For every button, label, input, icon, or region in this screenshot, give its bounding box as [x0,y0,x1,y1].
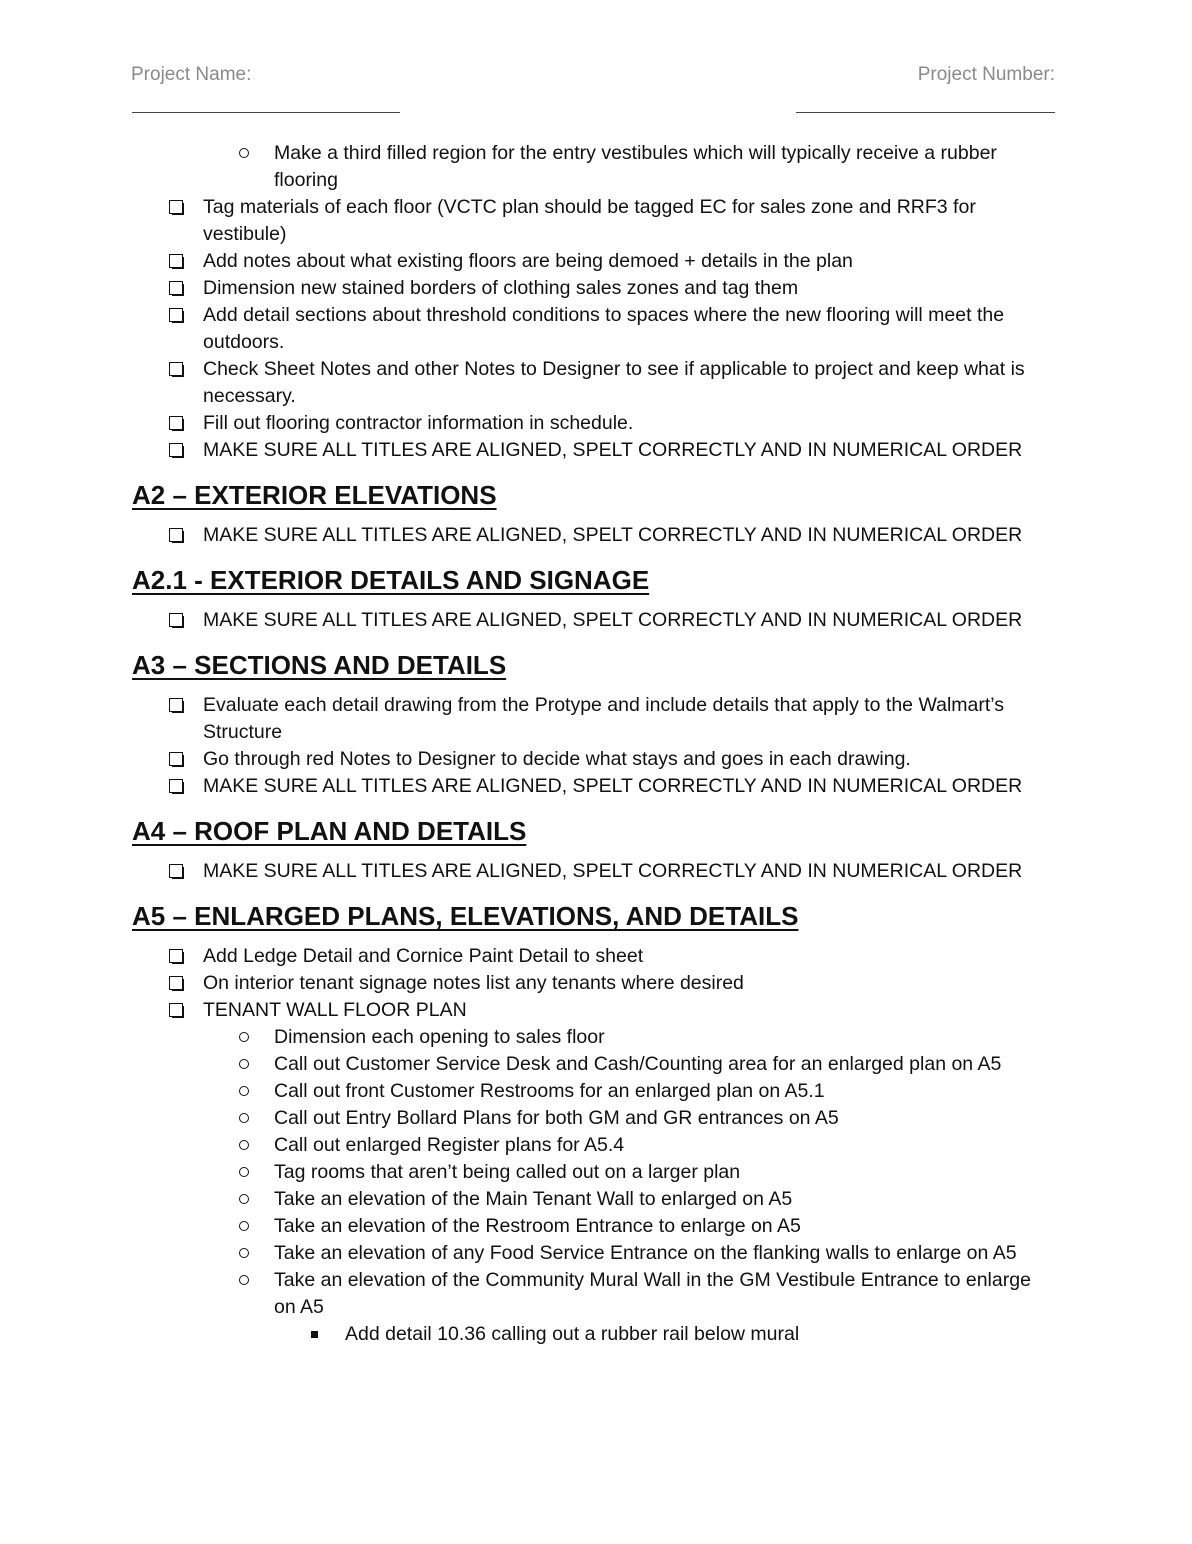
spacer [0,800,1192,815]
spacer [0,596,1192,607]
section-heading: A2.1 - EXTERIOR DETAILS AND SIGNAGE [132,565,650,595]
item-text: Take an elevation of any Food Service Entrance on the flanking walls to enlarge on A5 [274,1242,1017,1264]
item-text: Take an elevation of the Community Mural Wall in the GM Vestibule Entrance to enlarge on A5 [274,1269,1031,1318]
checkbox-icon[interactable] [169,976,183,990]
item-text: Tag materials of each floor (VCTC plan should be tagged EC for sales zone and RRF3 for vestibule) [203,196,976,245]
checkbox-icon[interactable] [169,443,183,457]
item-text: MAKE SURE ALL TITLES ARE ALIGNED, SPELT CORRECTLY AND IN NUMERICAL ORDER [203,609,1023,631]
section-heading: A3 – SECTIONS AND DETAILS [132,650,507,680]
project-number-line [796,112,1055,113]
checkbox-icon[interactable] [169,779,183,793]
section-heading: A4 – ROOF PLAN AND DETAILS [132,816,527,846]
checkbox-icon[interactable] [169,281,183,295]
sub-item [0,1213,1192,1240]
checkbox-icon[interactable] [169,613,183,627]
item-text: Add Ledge Detail and Cornice Paint Detail to sheet [203,945,644,967]
checklist-item [0,437,1192,464]
item-text: Go through red Notes to Designer to decide what stays and goes in each drawing. [203,748,911,770]
spacer [0,511,1192,522]
sub-item [0,1132,1192,1159]
checklist-item [0,746,1192,773]
item-text: Call out Entry Bollard Plans for both GM and GR entrances on A5 [274,1107,839,1129]
section-heading: A5 – ENLARGED PLANS, ELEVATIONS, AND DETAILS [132,901,799,931]
checklist-item [0,943,1192,970]
sub-item [0,1240,1192,1267]
sub-item [0,1159,1192,1186]
item-text: Check Sheet Notes and other Notes to Designer to see if applicable to project and keep what is necessary. [203,358,1025,407]
sub-sub-item [0,1321,1192,1348]
hollow-circle-bullet-icon [239,1059,249,1069]
item-text: MAKE SURE ALL TITLES ARE ALIGNED, SPELT CORRECTLY AND IN NUMERICAL ORDER [203,860,1023,882]
checkbox-icon[interactable] [169,698,183,712]
hollow-circle-bullet-icon [239,1275,249,1285]
checklist-item [0,410,1192,437]
spacer [0,549,1192,564]
checklist-item [0,302,1192,356]
item-text: Make a third filled region for the entry vestibules which will typically receive a rubber flooring [274,142,997,191]
checklist-item [0,275,1192,302]
section-heading: A2 – EXTERIOR ELEVATIONS [132,480,497,510]
sub-item [0,1078,1192,1105]
checkbox-icon[interactable] [169,752,183,766]
checkbox-icon[interactable] [169,200,183,214]
sub-item [0,1051,1192,1078]
item-text: Add detail sections about threshold conditions to spaces where the new flooring will meet the outdoors. [203,304,1005,353]
hollow-circle-bullet-icon [239,1032,249,1042]
sub-item [0,1186,1192,1213]
checklist-item [0,970,1192,997]
item-text: Dimension new stained borders of clothing sales zones and tag them [203,277,799,299]
checklist-item [0,773,1192,800]
item-text: Call out Customer Service Desk and Cash/Counting area for an enlarged plan on A5 [274,1053,1002,1075]
checkbox-icon[interactable] [169,864,183,878]
hollow-circle-bullet-icon [239,1113,249,1123]
item-text: TENANT WALL FLOOR PLAN [203,999,467,1021]
item-text: Dimension each opening to sales floor [274,1026,605,1048]
checkbox-icon[interactable] [169,1003,183,1017]
checklist-item [0,858,1192,885]
sub-item [0,140,1192,194]
item-text: MAKE SURE ALL TITLES ARE ALIGNED, SPELT CORRECTLY AND IN NUMERICAL ORDER [203,439,1023,461]
item-text: Take an elevation of the Restroom Entrance to enlarge on A5 [274,1215,801,1237]
project-number-label: Project Number: [917,64,1055,85]
checkbox-icon[interactable] [169,308,183,322]
spacer [0,634,1192,649]
hollow-circle-bullet-icon [239,1167,249,1177]
checklist-content [0,140,1192,1348]
item-text: Add notes about what existing floors are being demoed + details in the plan [203,250,853,272]
item-text: Fill out flooring contractor information in schedule. [203,412,634,434]
spacer [0,681,1192,692]
item-text: Tag rooms that aren’t being called out on a larger plan [274,1161,741,1183]
checklist-item [0,194,1192,248]
spacer [0,885,1192,900]
checklist-item [0,522,1192,549]
hollow-circle-bullet-icon [239,1086,249,1096]
item-text: Call out front Customer Restrooms for an enlarged plan on A5.1 [274,1080,825,1102]
hollow-circle-bullet-icon [239,1194,249,1204]
item-text: Call out enlarged Register plans for A5.4 [274,1134,625,1156]
item-text: On interior tenant signage notes list any tenants where desired [203,972,744,994]
spacer [0,932,1192,943]
spacer [0,464,1192,479]
project-name-label: Project Name: [131,64,252,85]
hollow-circle-bullet-icon [239,148,249,158]
hollow-circle-bullet-icon [239,1140,249,1150]
sub-item [0,1024,1192,1051]
checkbox-icon[interactable] [169,362,183,376]
hollow-circle-bullet-icon [239,1248,249,1258]
checkbox-icon[interactable] [169,416,183,430]
item-text: Take an elevation of the Main Tenant Wall to enlarged on A5 [274,1188,793,1210]
item-text: MAKE SURE ALL TITLES ARE ALIGNED, SPELT CORRECTLY AND IN NUMERICAL ORDER [203,524,1023,546]
checklist-item [0,692,1192,746]
spacer [0,847,1192,858]
item-text: Evaluate each detail drawing from the Protype and include details that apply to the Walmart’s Structure [203,694,1005,743]
checkbox-icon[interactable] [169,528,183,542]
sub-item [0,1105,1192,1132]
sub-item [0,1267,1192,1321]
item-text: Add detail 10.36 calling out a rubber rail below mural [345,1323,800,1345]
square-bullet-icon [311,1331,318,1338]
hollow-circle-bullet-icon [239,1221,249,1231]
item-text: MAKE SURE ALL TITLES ARE ALIGNED, SPELT CORRECTLY AND IN NUMERICAL ORDER [203,775,1023,797]
checklist-item [0,997,1192,1024]
checklist-item [0,248,1192,275]
checklist-item [0,607,1192,634]
checklist-item [0,356,1192,410]
checkbox-icon[interactable] [169,949,183,963]
project-name-line [132,112,400,113]
checkbox-icon[interactable] [169,254,183,268]
